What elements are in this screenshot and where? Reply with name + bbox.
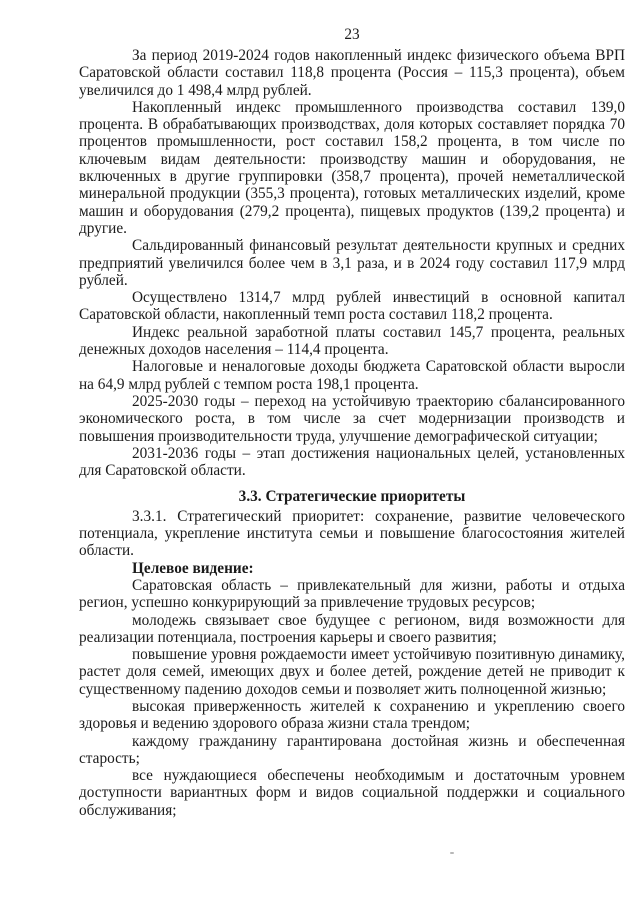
paragraph: молодежь связывает свое будущее с регионом, видя возможности для реализации потенциала, построения карьеры и своего развития; <box>79 611 625 646</box>
paragraph: 3.3.1. Стратегический приоритет: сохранение, развитие человеческого потенциала, укрепление института семьи и повышение благосостояния жителей области. <box>79 507 625 560</box>
paragraph: все нуждающиеся обеспечены необходимым и достаточным уровнем доступности вариантных форм и видов социальной поддержки и социального обслуживания; <box>79 767 625 819</box>
paragraph: За период 2019-2024 годов накопленный индекс физического объема ВРП Саратовской области составил 118,8 процента (Россия – 115,3 процента), объем увеличился до 1 498,4 млрд рублей. <box>79 47 625 99</box>
paragraph: Сальдированный финансовый результат деятельности крупных и средних предприятий увеличился более чем в 3,1 раза, и в 2024 году составил 117,9 млрд рублей. <box>79 237 625 289</box>
paragraph: 2031-2036 годы – этап достижения национальных целей, установленных для Саратовской области. <box>79 444 625 480</box>
page-number: 23 <box>344 26 360 43</box>
scan-artifact-dot <box>450 852 454 854</box>
document-body <box>79 47 625 819</box>
paragraph: каждому гражданину гарантирована достойная жизнь и обеспеченная старость; <box>79 732 625 767</box>
paragraph: повышение уровня рождаемости имеет устойчивую позитивную динамику, растет доля семей, имеющих двух и более детей, рождение детей не приводит к существенному падению доходов семьи и позволяет жить полноценной жизнью; <box>79 646 625 698</box>
paragraph: 2025-2030 годы – переход на устойчивую траекторию сбалансированного экономического роста, в том числе за счет модернизации производств и повышения производительности труда, улучшение демографической ситуации; <box>79 392 625 445</box>
target-vision-subheading: Целевое видение: <box>132 559 254 577</box>
paragraph: Налоговые и неналоговые доходы бюджета Саратовской области выросли на 64,9 млрд рублей с темпом роста 198,1 процента. <box>79 358 625 393</box>
paragraph: Накопленный индекс промышленного производства составил 139,0 процента. В обрабатывающих производствах, доля которых составляет порядка 70 процентов промышленности, рост составил 158,2 процента, в том числе по ключевым видам деятельности: производству машин и оборудования, не включенных в другие группировки (358,7 процента), прочей неметаллической минеральной продукции (355,3 процента), готовых металлических изделий, кроме машин и оборудования (279,2 процента), пищевых продуктов (139,2 процента) и другие. <box>79 98 625 237</box>
section-heading: 3.3. Стратегические приоритеты <box>238 488 466 506</box>
paragraph: Осуществлено 1314,7 млрд рублей инвестиций в основной капитал Саратовской области, накопленный темп роста составил 118,2 процента. <box>79 289 625 324</box>
paragraph: Индекс реальной заработной платы составил 145,7 процента, реальных денежных доходов населения – 114,4 процента. <box>79 323 625 359</box>
paragraph: Саратовская область – привлекательный для жизни, работы и отдыха регион, успешно конкурирующий за привлечение трудовых ресурсов; <box>79 576 625 612</box>
paragraph: высокая приверженность жителей к сохранению и укреплению своего здоровья и ведению здорового образа жизни стала трендом; <box>79 697 625 733</box>
